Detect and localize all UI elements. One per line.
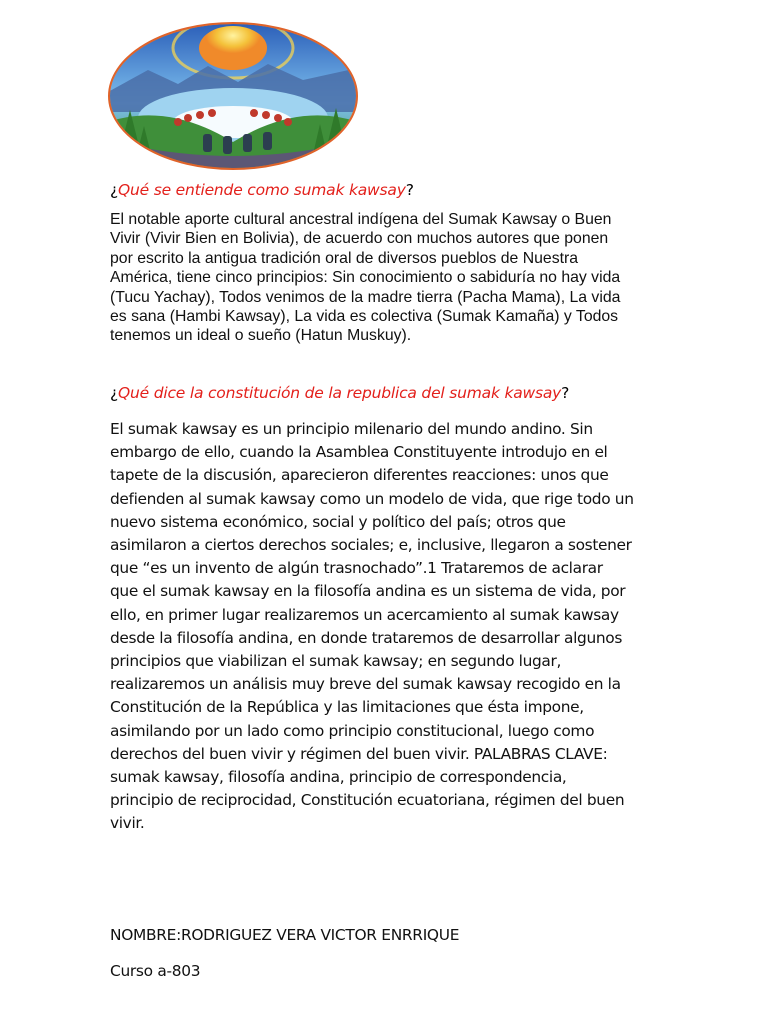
paragraph-line: que “es un invento de algún trasnochado”.1 Trataremos de aclarar [110,559,603,578]
paragraph-line: vivir. [110,814,145,833]
paragraph-line: principio de reciprocidad, Constitución ecuatoriana, régimen del buen [110,791,625,810]
question-prefix: ¿ [110,384,119,402]
question-heading-2 [110,384,569,402]
paragraph-line: por escrito la antigua tradición oral de diversos pueblos de Nuestra [110,249,579,267]
question-prefix: ¿ [110,181,119,199]
paragraph-line: desde la filosofía andina, en donde trataremos de desarrollar algunos [110,628,623,647]
paragraph-line: defienden al sumak kawsay como un modelo de vida, que rige todo un [110,489,634,508]
paragraph-line: tenemos un ideal o sueño (Hatun Muskuy). [110,327,412,345]
paragraph-line: asimilaron a ciertos derechos sociales; e, inclusive, llegaron a sostener [110,536,632,555]
paragraph-line: América, tiene cinco principios: Sin conocimiento o sabiduría no hay vida [110,269,621,287]
andean-cosmos-illustration [108,22,358,170]
paragraph-line: embargo de ello, cuando la Asamblea Constituyente introdujo en el [110,443,608,462]
paragraph-line: es sana (Hambi Kawsay), La vida es colectiva (Sumak Kamaña) y Todos [110,308,619,326]
paragraph-line: sumak kawsay, filosofía andina, principio de correspondencia, [110,768,567,787]
question-suffix: ? [561,384,570,402]
paragraph-line: El sumak kawsay es un principio milenario del mundo andino. Sin [110,420,593,438]
paragraph-line: realizaremos un análisis muy breve del sumak kawsay recogido en la [110,675,621,694]
course-label: Curso a-803 [110,962,201,980]
question-suffix: ? [405,181,414,199]
paragraph-constitution [110,418,720,836]
paragraph-line: Vivir (Vivir Bien en Bolivia), de acuerdo con muchos autores que ponen [110,230,609,248]
student-name: NOMBRE:RODRIGUEZ VERA VICTOR ENRRIQUE [110,926,460,944]
question-text: Qué se entiende como sumak kawsay [118,181,406,199]
question-heading-1 [110,181,414,199]
paragraph-line: El notable aporte cultural ancestral indígena del Sumak Kawsay o Buen [110,211,612,228]
paragraph-line: ello, en primer lugar realizaremos un acercamiento al sumak kawsay [110,605,619,624]
paragraph-line: asimilando por un lado como principio constitucional, luego como [110,721,595,740]
paragraph-line: tapete de la discusión, aparecieron diferentes reacciones: unos que [110,466,609,485]
paragraph-line: (Tucu Yachay), Todos venimos de la madre tierra (Pacha Mama), La vida [110,288,621,306]
paragraph-sumak-kawsay-principles [110,210,710,346]
paragraph-line: Constitución de la República y las limitaciones que ésta impone, [110,698,584,717]
paragraph-line: derechos del buen vivir y régimen del buen vivir. PALABRAS CLAVE: [110,744,608,763]
paragraph-line: nuevo sistema económico, social y político del país; otros que [110,512,566,531]
paragraph-line: principios que viabilizan el sumak kawsay; en segundo lugar, [110,652,562,671]
question-text: Qué dice la constitución de la republica del sumak kawsay [118,384,562,402]
paragraph-line: que el sumak kawsay en la filosofía andina es un sistema de vida, por [110,582,626,601]
